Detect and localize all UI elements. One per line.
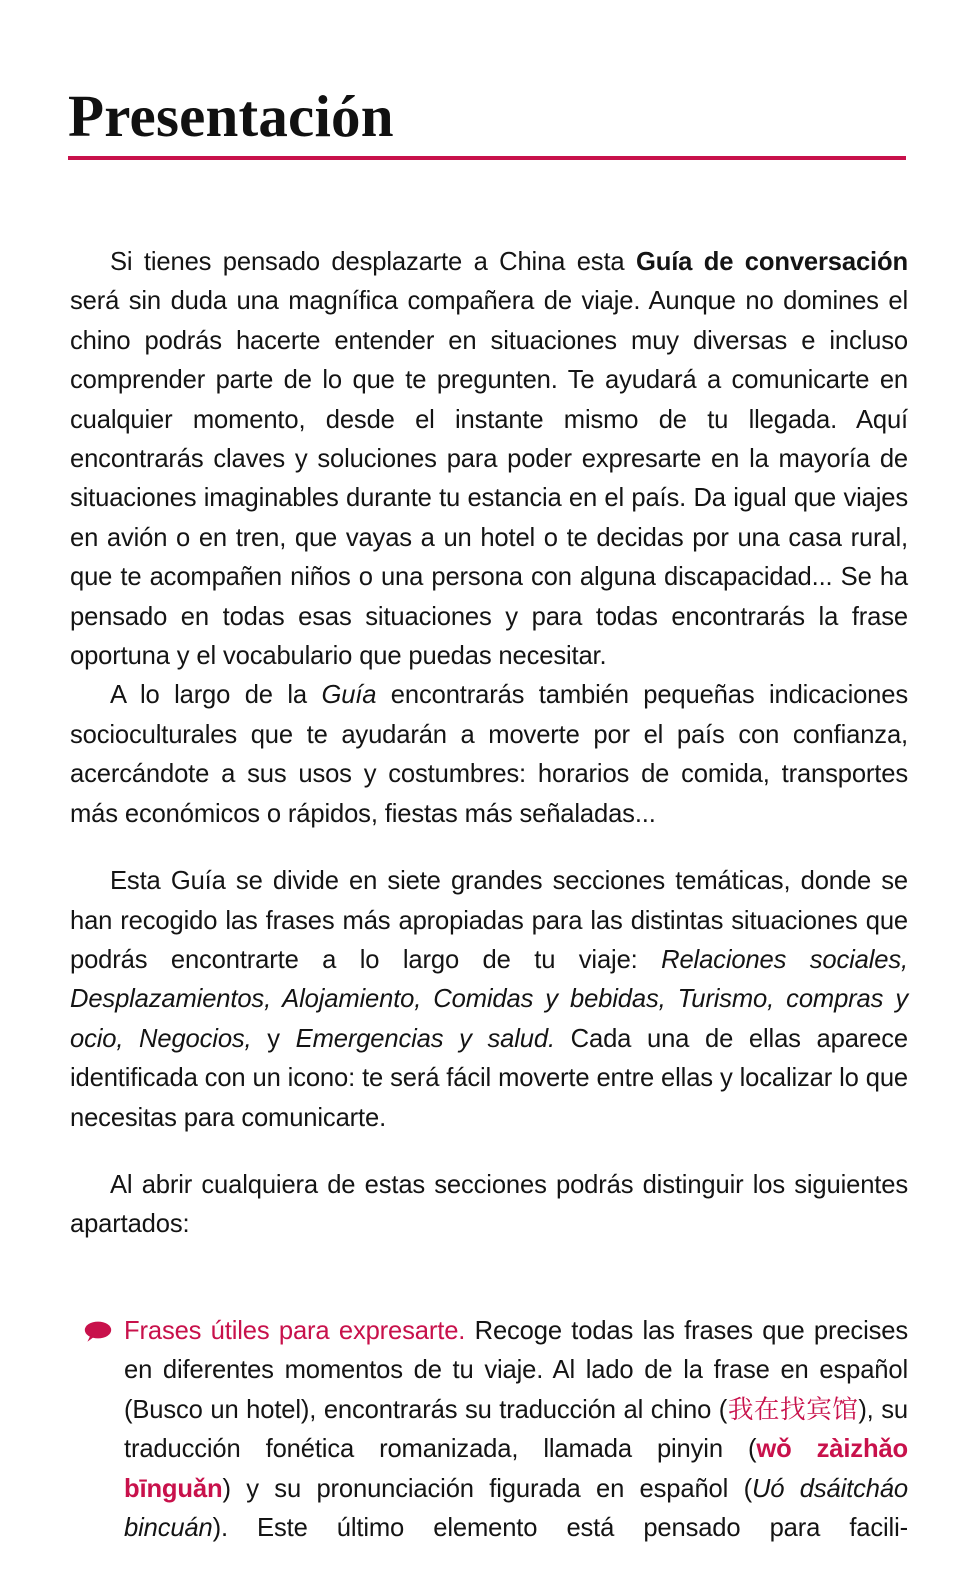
chinese-phrase: 我在找宾馆 [727,1394,859,1425]
p3-run5: Cada una de ellas aparece identificada con un icono: te será fácil moverte entre ellas y localizar lo que necesitas para comunicarte. [70,1024,908,1132]
paragraph-4 [70,1166,908,1245]
speech-bubble-icon [82,1321,112,1342]
body-copy [70,243,908,1245]
title-underline-rule [68,156,906,160]
p4-run1: Al abrir cualquiera de estas secciones podrás distinguir los siguientes apartados: [70,1170,908,1239]
bullet-run4: ). Este último elemento está pensado para facili- [212,1514,908,1543]
p3-italic-emergencias: Emergencias y salud. [295,1024,555,1053]
bullet-list [70,1312,908,1588]
pinyin-phrase: wǒ zàizhǎo bīnguǎn [124,1435,908,1503]
bullet-run3: ) y su pronunciación figurada en español ( [222,1474,752,1503]
p2-run1: A lo largo de la [110,681,322,710]
p1-run3: será sin duda una magnífica compañera de viaje. Aunque no domines el chino podrás hacerte entender en situaciones muy diversas e incluso comprender parte de lo que te pregunten. Te ayudará a comunicarte en cualquier momento, desde el instante mismo de tu llegada. Aquí encontrarás claves y soluciones para poder expresarte en la mayoría de situaciones imaginables durante tu estancia en el país. Da igual que viajes en avión o en tren, que vayas a un hotel o te decidas por una casa rural, que te acompañen niños o una persona con alguna discapacidad... Se ha pensado en todas esas situaciones y para todas encontrarás la frase oportuna y el vocabulario que puedas necesitar. [70,287,908,671]
list-item [70,1312,908,1588]
bullet-lead-label: Frases útiles para expresarte. [124,1317,466,1345]
paragraph-2 [70,676,908,834]
paragraph-1 [70,243,908,676]
page-title: Presentación [68,83,394,149]
p3-run3: y [251,1024,296,1053]
p1-bold-guia-de-conversacion: Guía de conversación [635,248,908,276]
p2-run3: encontrarás también pequeñas indicaciones socioculturales que te ayudarán a moverte por el país con confianza, acercándote a sus usos y costumbres: horarios de comida, transportes más económicos o rápidos, fiestas más señaladas... [70,681,909,828]
paragraph-3 [70,862,908,1138]
p1-run1: Si tienes pensado desplazarte a China esta [110,248,636,276]
p3-run1: Esta Guía se divide en siete grandes secciones temáticas, donde se han recogido las frases más apropiadas para las distintas situaciones que podrás encontrarte a lo largo de tu viaje: [70,867,908,974]
title-block [68,83,906,160]
p3-italic-section-names: Relaciones sociales, Desplazamientos, Alojamiento, Comidas y bebidas, Turismo, compras y ocio, Negocios, [70,945,908,1053]
p2-italic-guia: Guía [321,681,377,710]
bullet-run1: Recoge todas las frases que precises en diferentes momentos de tu viaje. Al lado de la frase en español (Busco un hotel), encontrarás su traducción al chino ( [124,1317,908,1424]
bullet-run2: ), su traducción fonética romanizada, llamada pinyin ( [124,1395,908,1464]
pronunciation-phrase: Uó dsáitcháo bincuán [124,1474,908,1543]
